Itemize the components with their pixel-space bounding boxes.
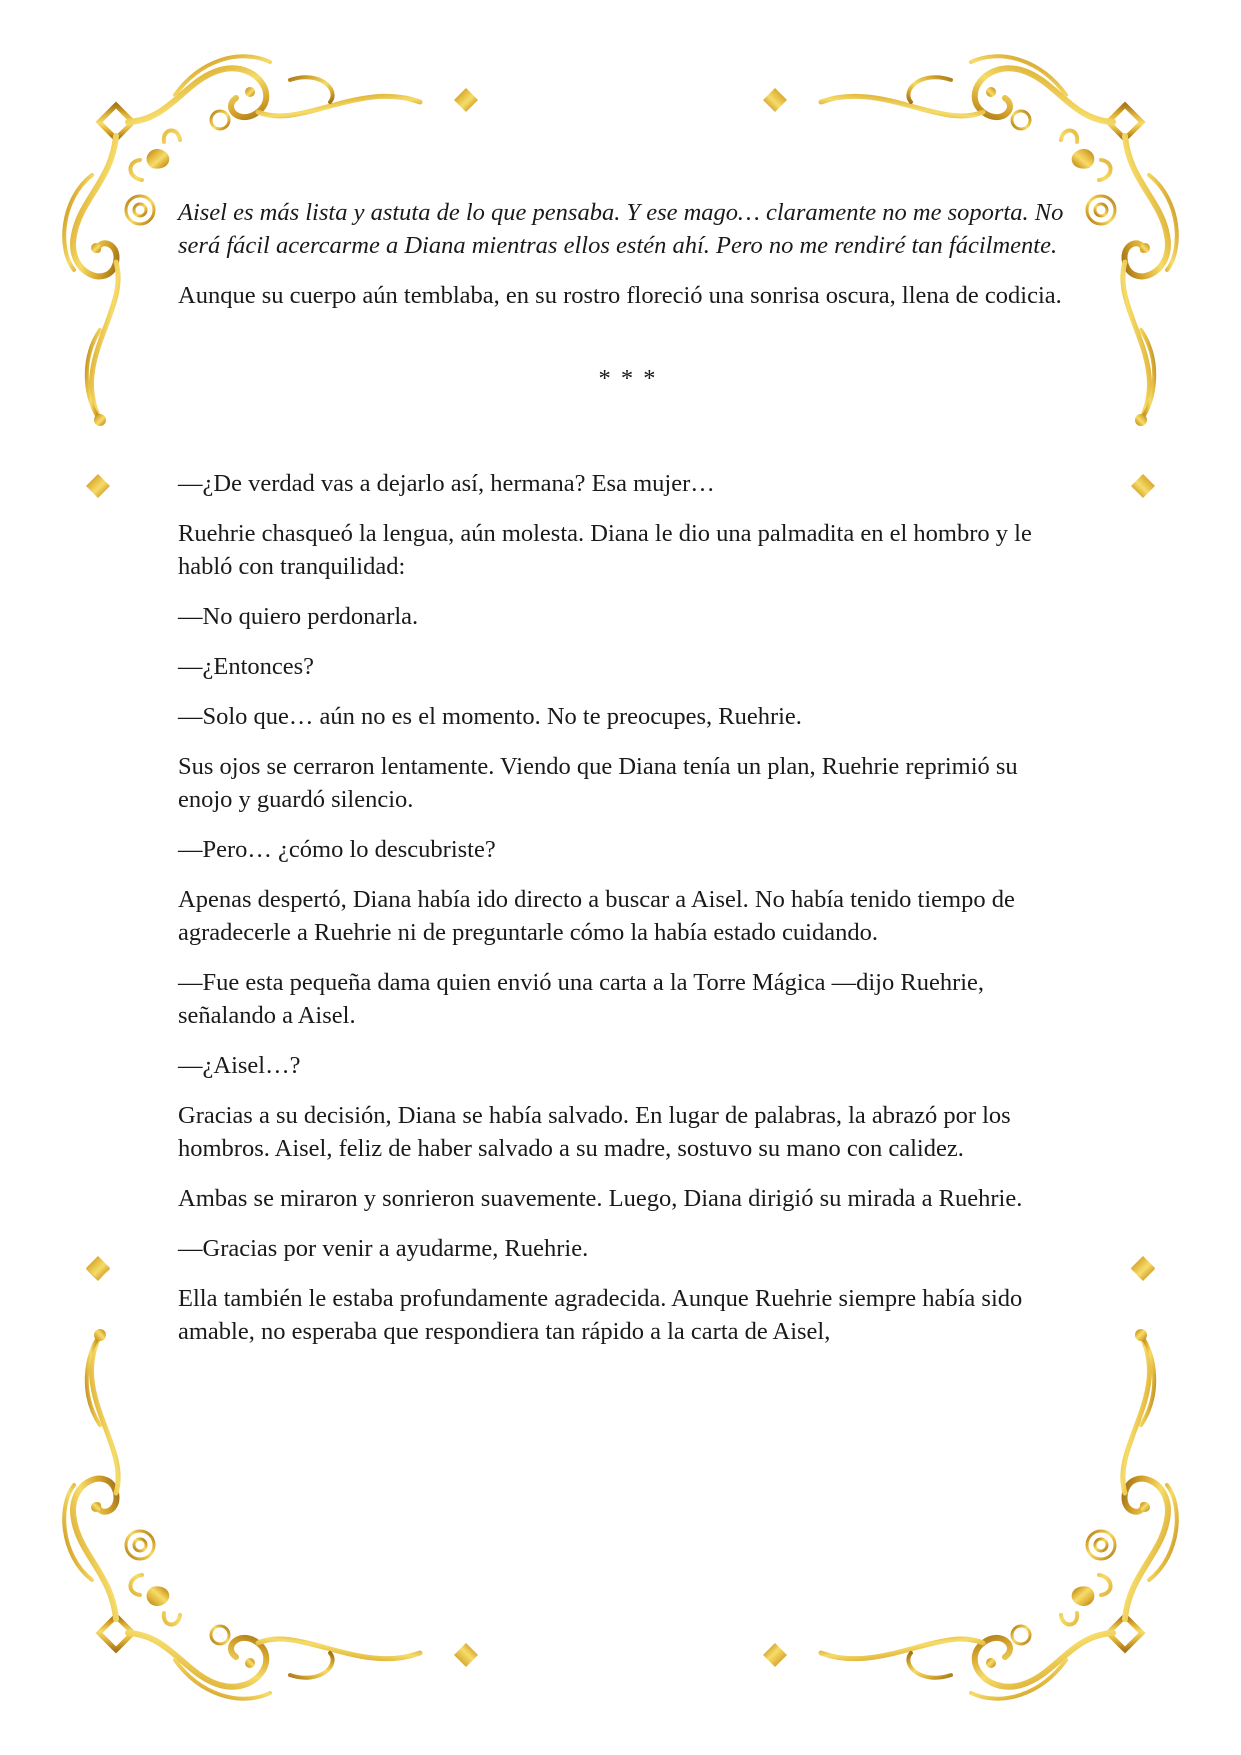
paragraph: Apenas despertó, Diana había ido directo a buscar a Aisel. No había tenido tiempo de agradecerle a Ruehrie ni de preguntarle cómo la había estado cuidando.: [178, 886, 1015, 946]
right-diamond-ornament: [1131, 1256, 1155, 1280]
scene-break: * * *: [598, 365, 658, 392]
story-text: [178, 196, 1078, 1365]
paragraph: Ella también le estaba profundamente agradecida. Aunque Ruehrie siempre había sido amable, no esperaba que respondiera tan rápido a la carta de Aisel,: [178, 1285, 1023, 1345]
paragraph: Ruehrie chasqueó la lengua, aún molesta. Diana le dio una palmadita en el hombro y le habló con tranquilidad:: [178, 520, 1032, 580]
paragraph: —No quiero perdonarla.: [178, 603, 419, 630]
left-diamond-ornament: [86, 1256, 110, 1280]
paragraph: Aunque su cuerpo aún temblaba, en su rostro floreció una sonrisa oscura, llena de codicia.: [178, 282, 1062, 309]
paragraph: Ambas se miraron y sonrieron suavemente. Luego, Diana dirigió su mirada a Ruehrie.: [178, 1185, 1023, 1212]
paragraph: —Pero… ¿cómo lo descubriste?: [178, 836, 496, 863]
paragraph: Sus ojos se cerraron lentamente. Viendo que Diana tenía un plan, Ruehrie reprimió su enojo y guardó silencio.: [178, 753, 1018, 813]
paragraph: Gracias a su decisión, Diana se había salvado. En lugar de palabras, la abrazó por los hombros. Aisel, feliz de haber salvado a su madre, sostuvo su mano con calidez.: [178, 1102, 1011, 1162]
paragraph: —Gracias por venir a ayudarme, Ruehrie.: [178, 1235, 589, 1262]
paragraph: —Solo que… aún no es el momento. No te preocupes, Ruehrie.: [178, 703, 802, 730]
paragraph: —¿Aisel…?: [178, 1052, 301, 1079]
paragraph: —¿Entonces?: [178, 653, 315, 680]
paragraph: —¿De verdad vas a dejarlo así, hermana? Esa mujer…: [178, 470, 715, 497]
paragraph: —Fue esta pequeña dama quien envió una carta a la Torre Mágica —dijo Ruehrie, señalando a Aisel.: [178, 969, 985, 1029]
paragraph: Aisel es más lista y astuta de lo que pensaba. Y ese mago… claramente no me soporta. No será fácil acercarme a Diana mientras ellos estén ahí. Pero no me rendiré tan fácilmente.: [178, 199, 1064, 259]
